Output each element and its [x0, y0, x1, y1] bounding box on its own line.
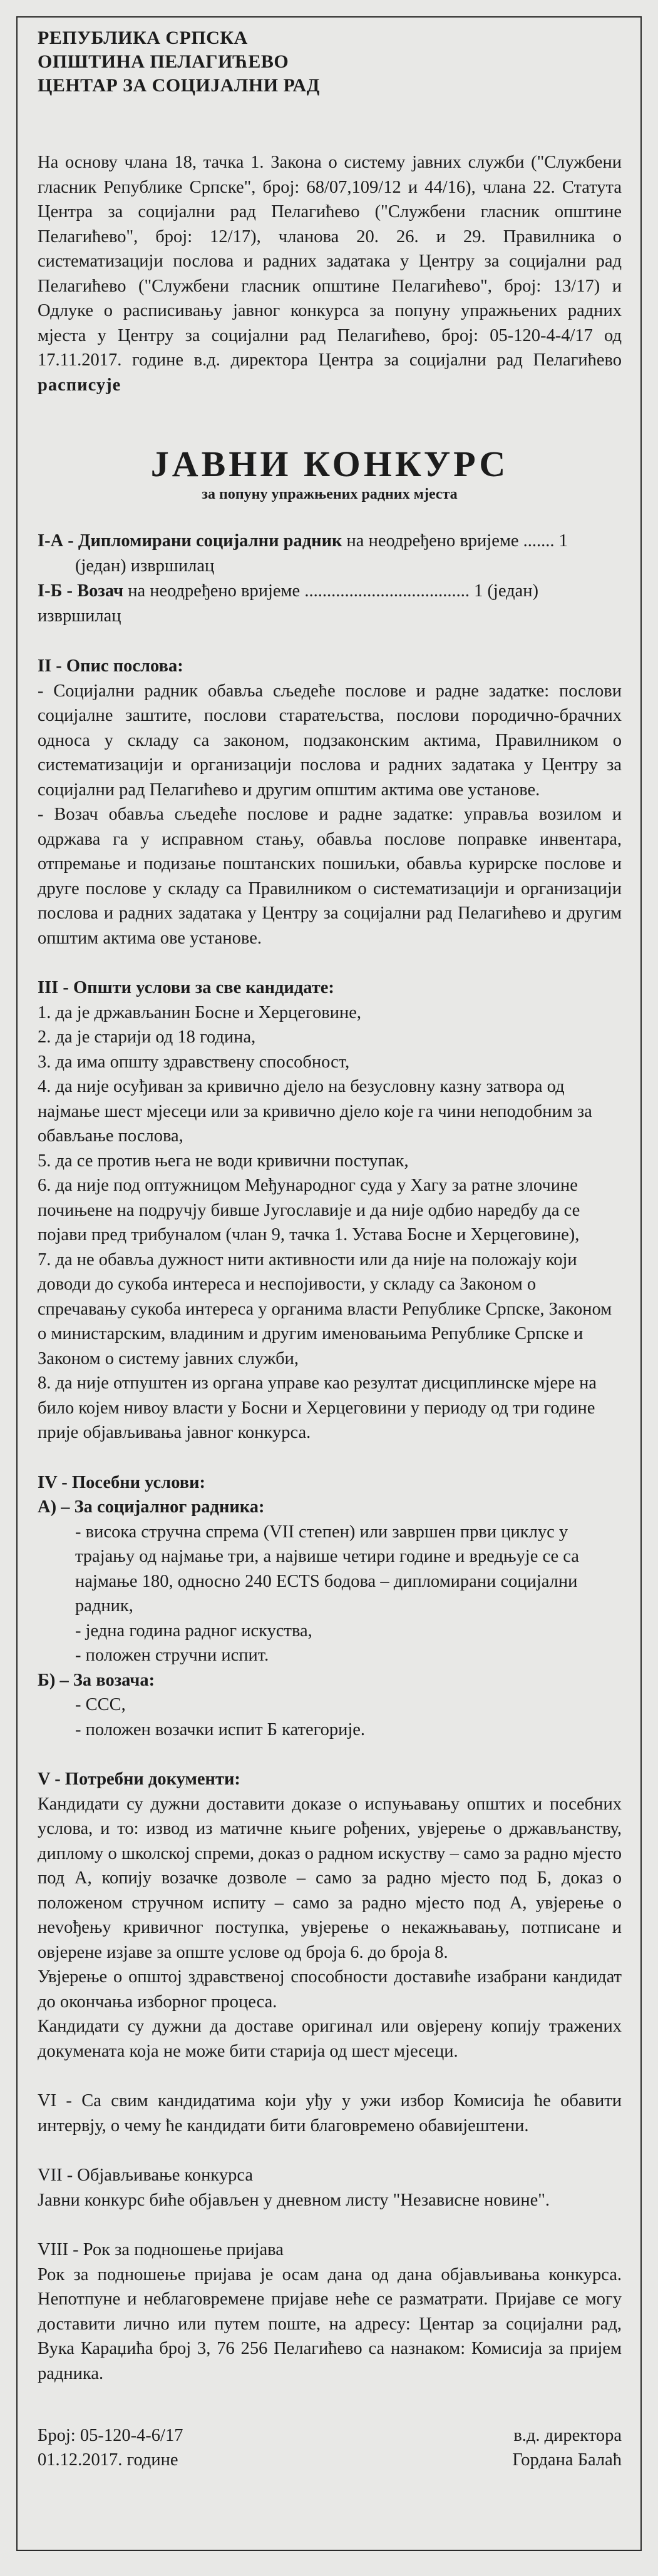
- general-condition-item: 6. да није под оптужницом Међународног суда у Хагу за ратне злочине почињене на подручју бивше Југославије и да није одбио наредбу да се појави пред трибуналом (члан 9, тачка 1. Устава Босне и Херцеговине),: [38, 1176, 580, 1245]
- special-conditions-driver-heading: Б) – За возача:: [38, 1670, 155, 1690]
- section-deadline-heading: VIII - Рок за подношење пријава: [38, 2240, 284, 2259]
- section-publication-heading: VII - Објављивање конкурса: [38, 2166, 253, 2185]
- special-conditions-social-worker-heading: А) – За социјалног радника:: [38, 1497, 265, 1517]
- job-description-social-worker: - Социјални радник обавља сљедеће послове и радне задатке: послови социјалне заштите, послови старатељства, послови породично-брачних односа у складу са законом, подзаконским актима, Правилником о систематизацији и организацији послова и радних задатака у Центру за социјални рад Пелагићево и другим општим актима ове установе.: [38, 681, 622, 800]
- general-condition-item: 4. да није осуђиван за кривично дјело на безусловну казну затвора од најмање шест мјесеци или за кривично дјело које га чини неподобним за обављање послова,: [38, 1077, 592, 1146]
- general-condition-item: 1. да је држављанин Босне и Херцеговине,: [38, 1002, 361, 1022]
- position-social-worker-count: (један) извршилац: [75, 556, 215, 576]
- special-condition-item: - положен стручни испит.: [75, 1646, 269, 1665]
- intro-verb: расписује: [38, 375, 121, 395]
- section-special-conditions: [38, 1470, 622, 1743]
- position-driver: [38, 579, 622, 629]
- general-condition-item: 2. да је старији од 18 година,: [38, 1027, 256, 1047]
- section-job-description-heading: II - Опис послова:: [38, 656, 183, 676]
- general-condition-item: 3. да има општу здравствену способност,: [38, 1052, 350, 1072]
- position-social-worker: [38, 529, 622, 554]
- signatory-name: Гордана Балаћ: [512, 2450, 622, 2470]
- page-title: ЈАВНИ КОНКУРС: [150, 444, 509, 484]
- page-subtitle: за попуну упражњених радних мјеста: [202, 486, 458, 502]
- header-institution: ЦЕНТАР ЗА СОЦИЈАЛНИ РАД: [38, 75, 320, 96]
- section-interview: VI - Са свим кандидатима који уђу у ужи избор Комисија ће обавити интервју, о чему ће кандидати бити благовремено обавијештени.: [38, 2091, 622, 2136]
- special-condition-item: - једна година радног искуства,: [75, 1621, 312, 1641]
- deadline-text: Рок за подношење пријава је осам дана од дана објављивања конкурса. Непотпуне и неблаговремене пријаве неће се разматрати. Пријаве се могу доставити лично или путем поште, на адресу: Центар за социјални рад, Вука Караџића број 3, 76 256 Пелагићево са назнаком: Комисија за пријем радника.: [38, 2264, 622, 2383]
- signatory-block: [512, 2423, 622, 2472]
- position-social-worker-terms: на неодређено вријеме ....... 1: [342, 531, 568, 551]
- signature-block: [38, 2423, 622, 2472]
- general-condition-item: 8. да није отпуштен из органа управе као резултат дисциплинске мјере на било којем нивоу власти у Босни и Херцеговини у периоду од три године прије објављивања јавног конкурса.: [38, 1373, 597, 1442]
- original-copies-note: Кандидати су дужни да доставе оригинал или овјерену копију тражених докумената која не може бити старија од шест мјесеци.: [38, 2017, 622, 2061]
- special-condition-item: - висока стручна спрема (VII степен) или завршен први циклус у трајању од најмање три, а највише четири године и вредњује се са најмање 180, односно 240 ECTS бодова – дипломирани социјални радник,: [75, 1522, 579, 1616]
- section-job-description: [38, 654, 622, 950]
- announcement-frame: [16, 16, 642, 2551]
- position-social-worker-title: I-А - Дипломирани социјални радник: [38, 531, 342, 551]
- position-driver-title: I-Б - Возач: [38, 581, 124, 601]
- health-certificate-note: Увјерење о општој здравственој способности доставиће изабрани кандидат до окончања изборног процеса.: [38, 1967, 622, 2012]
- section-publication: [38, 2163, 622, 2212]
- signatory-role: в.д. директора: [513, 2426, 622, 2445]
- reference-number: Број: 05-120-4-6/17: [38, 2426, 183, 2445]
- section-deadline: [38, 2237, 622, 2386]
- header-republic: РЕПУБЛИКА СРПСКА: [38, 28, 248, 48]
- positions-list: [38, 529, 622, 629]
- job-description-driver: - Возач обавља сљедеће послове и радне задатке: управља возилом и одржава га у исправном стању, обавља послове поправке инвентара, отпремање и подизање поштанских пошиљки, обавља курирске послове и друге послове у складу са Правилником о систематизацији и организацији послова и радних задатака у Центру за социјални рад Пелагићево и другим општим актима ове установе.: [38, 805, 622, 948]
- section-required-documents: [38, 1767, 622, 2064]
- publication-text: Јавни конкурс биће објављен у дневном листу "Независне новине".: [38, 2190, 550, 2210]
- general-condition-item: 5. да се против њега не води кривични поступак,: [38, 1151, 409, 1171]
- reference-block: [38, 2423, 183, 2472]
- header-municipality: ОПШТИНА ПЕЛАГИЋЕВО: [38, 51, 289, 72]
- section-required-documents-heading: V - Потребни документи:: [38, 1769, 240, 1789]
- required-documents-list: Кандидати су дужни доставити доказе о испуњавању општих и посебних услова, и то: извод из матичне књиге рођених, увјерење о држављанству, диплому о школској спреми, доказ о радном искуству – само за радно мјесто под А, копију возачке дозволе – само за радно мјесто под Б, доказ о положеном стручном испиту – само за радно мјесто под А, увјерење о неvођењу кривичног поступка, увјерење о некажњавању, потписане и овјерене изјаве за опште услове од броја 6. до броја 8.: [38, 1794, 622, 1962]
- special-condition-item: - ССС,: [75, 1695, 126, 1714]
- section-special-conditions-heading: IV - Посебни услови:: [38, 1472, 206, 1492]
- section-general-conditions: [38, 975, 622, 1445]
- position-driver-terms: на неодређено вријеме ..................................... 1 (један) извршилац: [38, 581, 539, 626]
- intro-paragraph: [38, 150, 622, 397]
- special-condition-item: - положен возачки испит Б категорије.: [75, 1719, 366, 1739]
- issuer-header: [38, 26, 622, 98]
- general-condition-item: 7. да не обавља дужност нити активности или да није на положају који доводи до сукоба интереса и неспојивости, у складу са Законом о спречавању сукоба интереса у органима власти Републике Српске, Законом о министарским, владиним и другим именовањима Републике Српске и Законом о систему јавних служби,: [38, 1250, 612, 1368]
- section-general-conditions-heading: III - Општи услови за све кандидате:: [38, 978, 334, 997]
- intro-text: На основу члана 18, тачка 1. Закона о систему јавних служби ("Службени гласник Републике Српске", број: 68/07,109/12 и 44/16), члана 22. Статута Центра за социјални рад Пелагићево ("Службени гласник општине Пелагићево", број: 12/17), чланова 20. 26. и 29. Правилника о систематизацији послова и радних задатака у Центру за социјални рад Пелагићево ("Службени гласник општине Пелагићево", број: 13/17) и Одлуке о расписивању јавног конкурса за попуну упражњених радних мјеста у Центру за социјални рад Пелагићево, број: 05-120-4-4/17 од 17.11.2017. године в.д. директора Центра за социјални рад Пелагићево: [38, 153, 622, 370]
- reference-date: 01.12.2017. године: [38, 2450, 178, 2470]
